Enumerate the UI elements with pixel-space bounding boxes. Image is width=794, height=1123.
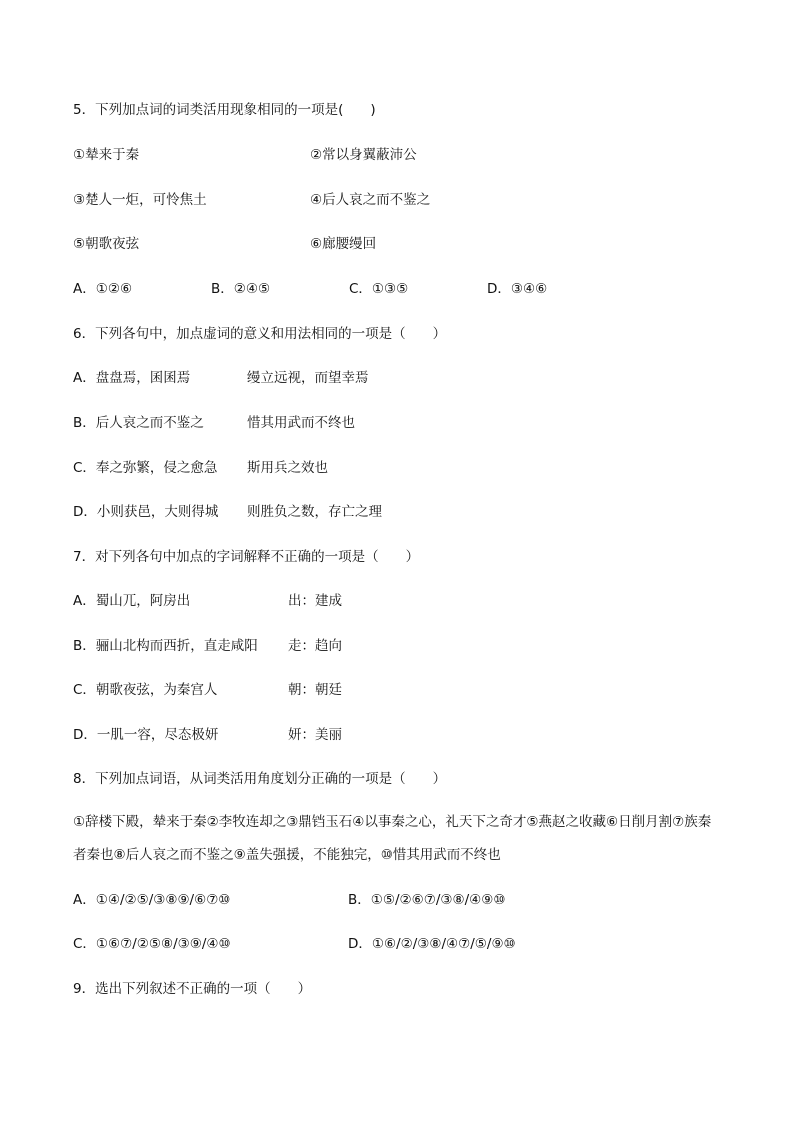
q6-option-a-pair: 缦立远视，而望幸焉 — [247, 370, 369, 386]
q7-option-c-gloss: 朝：朝廷 — [288, 682, 342, 698]
q5-item-3: ③楚人一炬，可怜焦土 — [73, 192, 207, 208]
q5-item-1: ①辇来于秦 — [73, 147, 140, 163]
q6-stem: 6．下列各句中，加点虚词的意义和用法相同的一项是（ ） — [73, 326, 447, 342]
q6-option-d-pair: 则胜负之数，存亡之理 — [247, 504, 382, 520]
q7-option-c[interactable]: C．朝歌夜弦，为秦宫人 — [73, 682, 218, 698]
q5-item-4: ④后人哀之而不鉴之 — [310, 192, 431, 208]
q5-option-d[interactable]: D．③④⑥ — [487, 281, 548, 297]
q6-option-b[interactable]: B．后人哀之而不鉴之 — [73, 415, 204, 431]
q8-option-c[interactable]: C．①⑥⑦/②⑤⑧/③⑨/④⑩ — [73, 936, 231, 952]
q8-option-b[interactable]: B．①⑤/②⑥⑦/③⑧/④⑨⑩ — [348, 892, 506, 908]
q7-stem: 7．对下列各句中加点的字词解释不正确的一项是（ ） — [73, 549, 420, 565]
q5-item-5: ⑤朝歌夜弦 — [73, 236, 140, 252]
q7-option-d-gloss: 妍：美丽 — [288, 727, 342, 743]
q7-option-b-gloss: 走：趋向 — [288, 638, 342, 654]
q7-option-a[interactable]: A．蜀山兀，阿房出 — [73, 593, 191, 609]
q8-option-a[interactable]: A．①④/②⑤/③⑧⑨/⑥⑦⑩ — [73, 892, 231, 908]
q5-stem: 5．下列加点词的词类活用现象相同的一项是( ) — [73, 102, 376, 118]
q6-option-b-pair: 惜其用武而不终也 — [247, 415, 355, 431]
q5-option-a[interactable]: A．①②⑥ — [73, 281, 133, 297]
q5-item-6: ⑥廊腰缦回 — [310, 236, 377, 252]
q7-option-a-gloss: 出：建成 — [288, 593, 342, 609]
q5-option-c[interactable]: C．①③⑤ — [349, 281, 409, 297]
q6-option-d[interactable]: D．小则获邑，大则得城 — [73, 504, 219, 520]
q6-option-c-pair: 斯用兵之效也 — [247, 460, 328, 476]
q6-option-c[interactable]: C．奉之弥繁，侵之愈急 — [73, 460, 218, 476]
q5-item-2: ②常以身翼蔽沛公 — [310, 147, 417, 163]
q6-option-a[interactable]: A．盘盘焉，囷囷焉 — [73, 370, 191, 386]
q9-stem: 9．选出下列叙述不正确的一项（ ） — [73, 981, 312, 997]
q7-option-d[interactable]: D．一肌一容，尽态极妍 — [73, 727, 219, 743]
q5-option-b[interactable]: B．②④⑤ — [211, 281, 271, 297]
q8-option-d[interactable]: D．①⑥/②/③⑧/④⑦/⑤/⑨⑩ — [348, 936, 516, 952]
q8-stem: 8．下列加点词语，从词类活用角度划分正确的一项是（ ） — [73, 771, 447, 787]
q8-passage: ①辞楼下殿，辇来于秦②李牧连却之③鼎铛玉石④以事秦之心，礼天下之奇才⑤燕赵之收藏⑥日削月割⑦族秦者秦也⑧后人哀之而不鉴之⑨盖失强援，不能独完，⑩惜其用武而不终也 — [73, 814, 712, 863]
q7-option-b[interactable]: B．骊山北构而西折，直走咸阳 — [73, 638, 258, 654]
